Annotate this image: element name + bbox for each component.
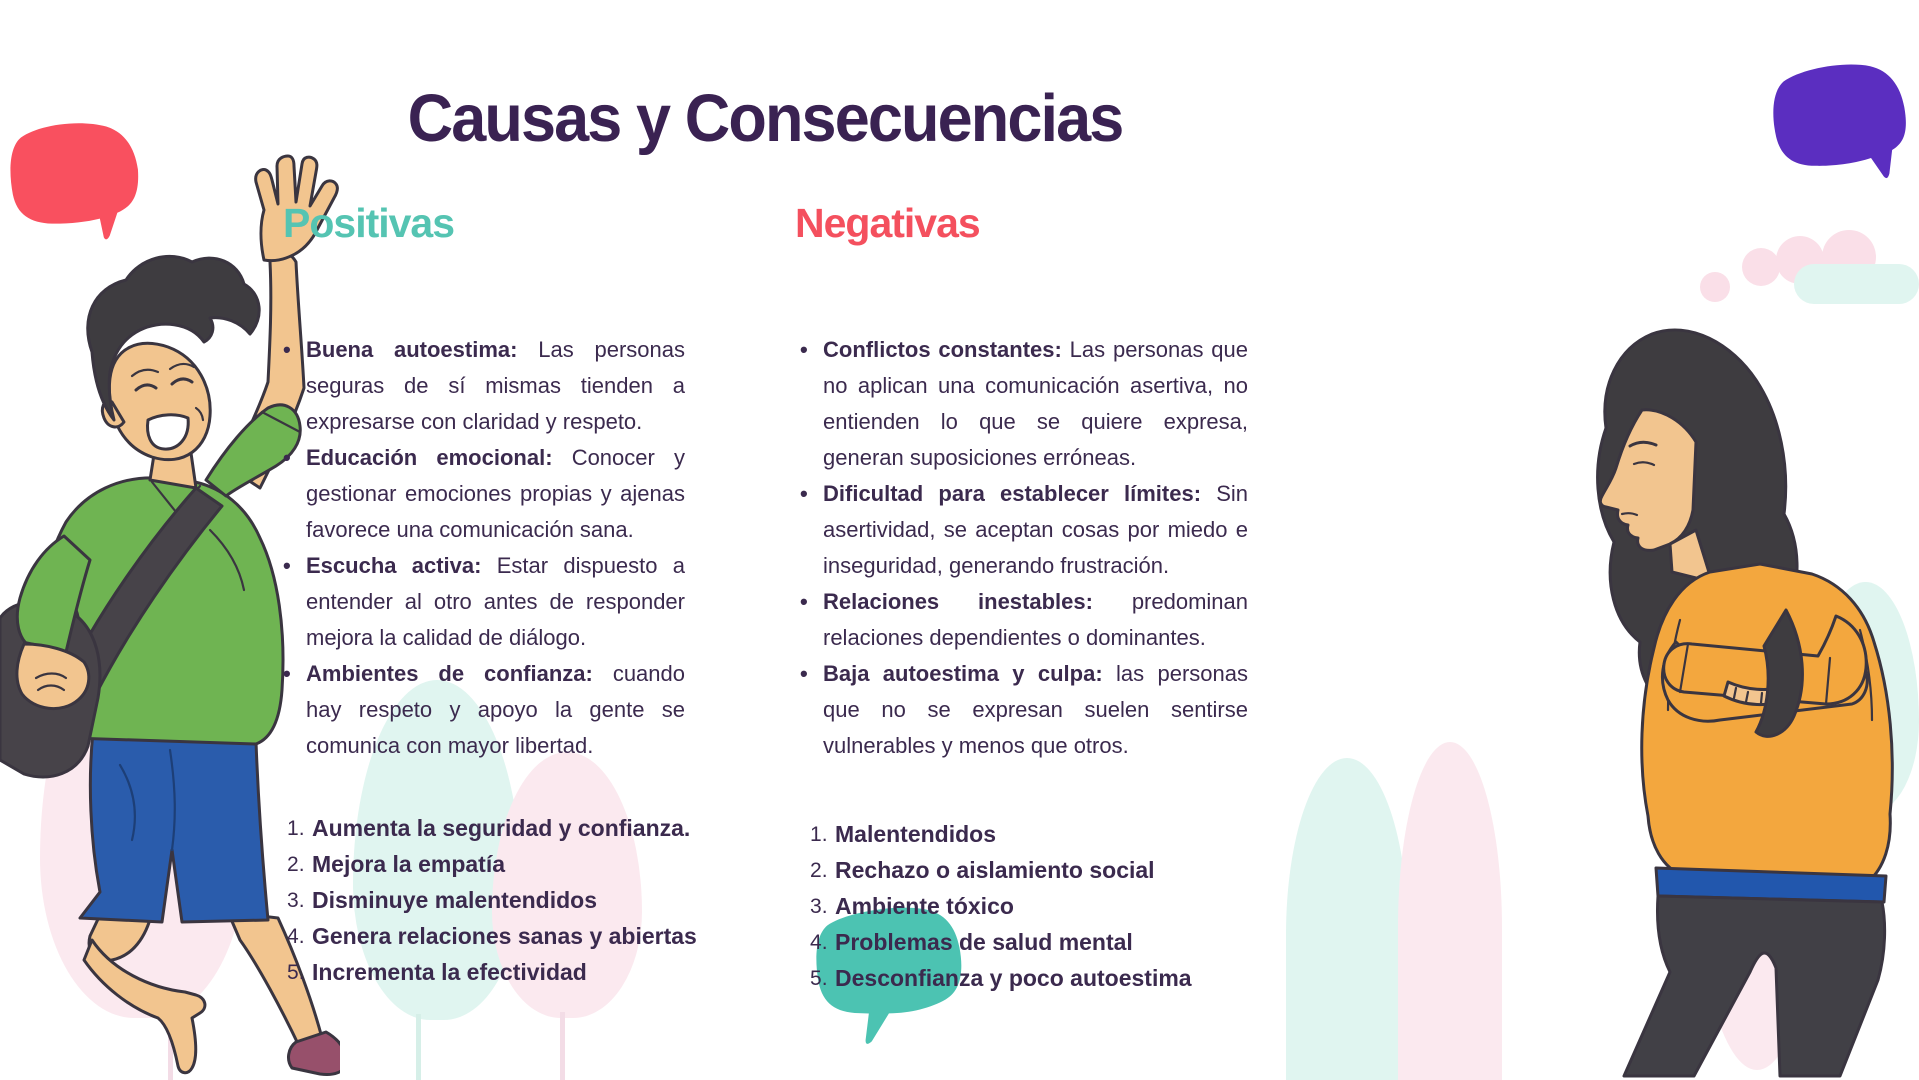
positive-bullet-list (283, 332, 685, 764)
list-item (287, 882, 697, 918)
list-item (287, 810, 697, 846)
numbered-text: Ambiente tóxico (835, 893, 1014, 919)
list-item (283, 548, 685, 656)
numbered-text: Desconfianza y poco autoestima (835, 965, 1192, 991)
bullet-term: Baja autoestima y culpa: (823, 661, 1103, 686)
numbered-text: Incrementa la efectividad (312, 959, 587, 985)
list-item (810, 924, 1192, 960)
bullet-term: Buena autoestima: (306, 337, 518, 362)
tree-shape (1286, 758, 1408, 1080)
bullet-text: Las personas seguras de sí mismas tienden a expresarse con claridad y respeto. (306, 337, 685, 434)
bullet-text: Estar dispuesto a entender al otro antes de responder mejora la calidad de diálogo. (306, 553, 686, 650)
slide-title: Causas y Consecuencias (407, 81, 1123, 156)
list-item (800, 476, 1248, 584)
cloud-shape (1742, 248, 1780, 286)
list-item (287, 954, 697, 990)
bullet-term: Dificultad para establecer límites: (823, 481, 1202, 506)
tree-stem (416, 1014, 421, 1080)
negative-bullet-list (800, 332, 1248, 764)
bullet-term: Conflictos constantes: (823, 337, 1062, 362)
list-item (800, 656, 1248, 764)
list-item (283, 440, 685, 548)
list-item (800, 584, 1248, 656)
negative-numbered-list (810, 816, 1192, 996)
list-item (283, 332, 685, 440)
list-item (810, 960, 1192, 996)
positive-numbered-list (287, 810, 697, 990)
woman-arms-crossed-illustration (1580, 320, 1919, 1080)
bullet-term: Escucha activa: (306, 553, 482, 578)
bullet-text: predominan relaciones dependientes o dominantes. (823, 589, 1248, 650)
red-speech-bubble-icon (2, 111, 150, 254)
numbered-text: Aumenta la seguridad y confianza. (312, 815, 691, 841)
numbered-text: Rechazo o aislamiento social (835, 857, 1155, 883)
numbered-text: Genera relaciones sanas y abiertas (312, 923, 697, 949)
bullet-term: Educación emocional: (306, 445, 553, 470)
numbered-text: Problemas de salud mental (835, 929, 1133, 955)
tree-stem (560, 1012, 565, 1080)
numbered-text: Disminuye malentendidos (312, 887, 598, 913)
list-item (287, 918, 697, 954)
bullet-text: Las personas que no aplican una comunicación asertiva, no entienden lo que se quiere expresa, generan suposiciones erróneas. (823, 337, 1248, 470)
numbered-text: Malentendidos (835, 821, 997, 847)
list-item (283, 656, 685, 764)
numbered-text: Mejora la empatía (312, 851, 506, 877)
bullet-text: cuando hay respeto y apoyo la gente se comunica con mayor libertad. (306, 661, 685, 758)
list-item (287, 846, 697, 882)
list-item (800, 332, 1248, 476)
negative-heading: Negativas (795, 200, 980, 246)
positive-heading: Positivas (283, 200, 455, 246)
cloud-shape (1794, 264, 1919, 304)
list-item (810, 816, 1192, 852)
purple-speech-bubble-icon (1762, 51, 1918, 197)
list-item (810, 852, 1192, 888)
bullet-text: las personas que no se expresan suelen sentirse vulnerables y menos que otros. (823, 661, 1248, 758)
bullet-term: Relaciones inestables: (823, 589, 1093, 614)
bullet-text: Conocer y gestionar emociones propias y ajenas favorece una comunicación sana. (306, 445, 685, 542)
bullet-term: Ambientes de confianza: (306, 661, 593, 686)
cloud-shape (1700, 272, 1730, 302)
bullet-text: Sin asertividad, se aceptan cosas por miedo e inseguridad, generando frustración. (823, 481, 1248, 578)
list-item (810, 888, 1192, 924)
tree-shape (1398, 742, 1502, 1080)
